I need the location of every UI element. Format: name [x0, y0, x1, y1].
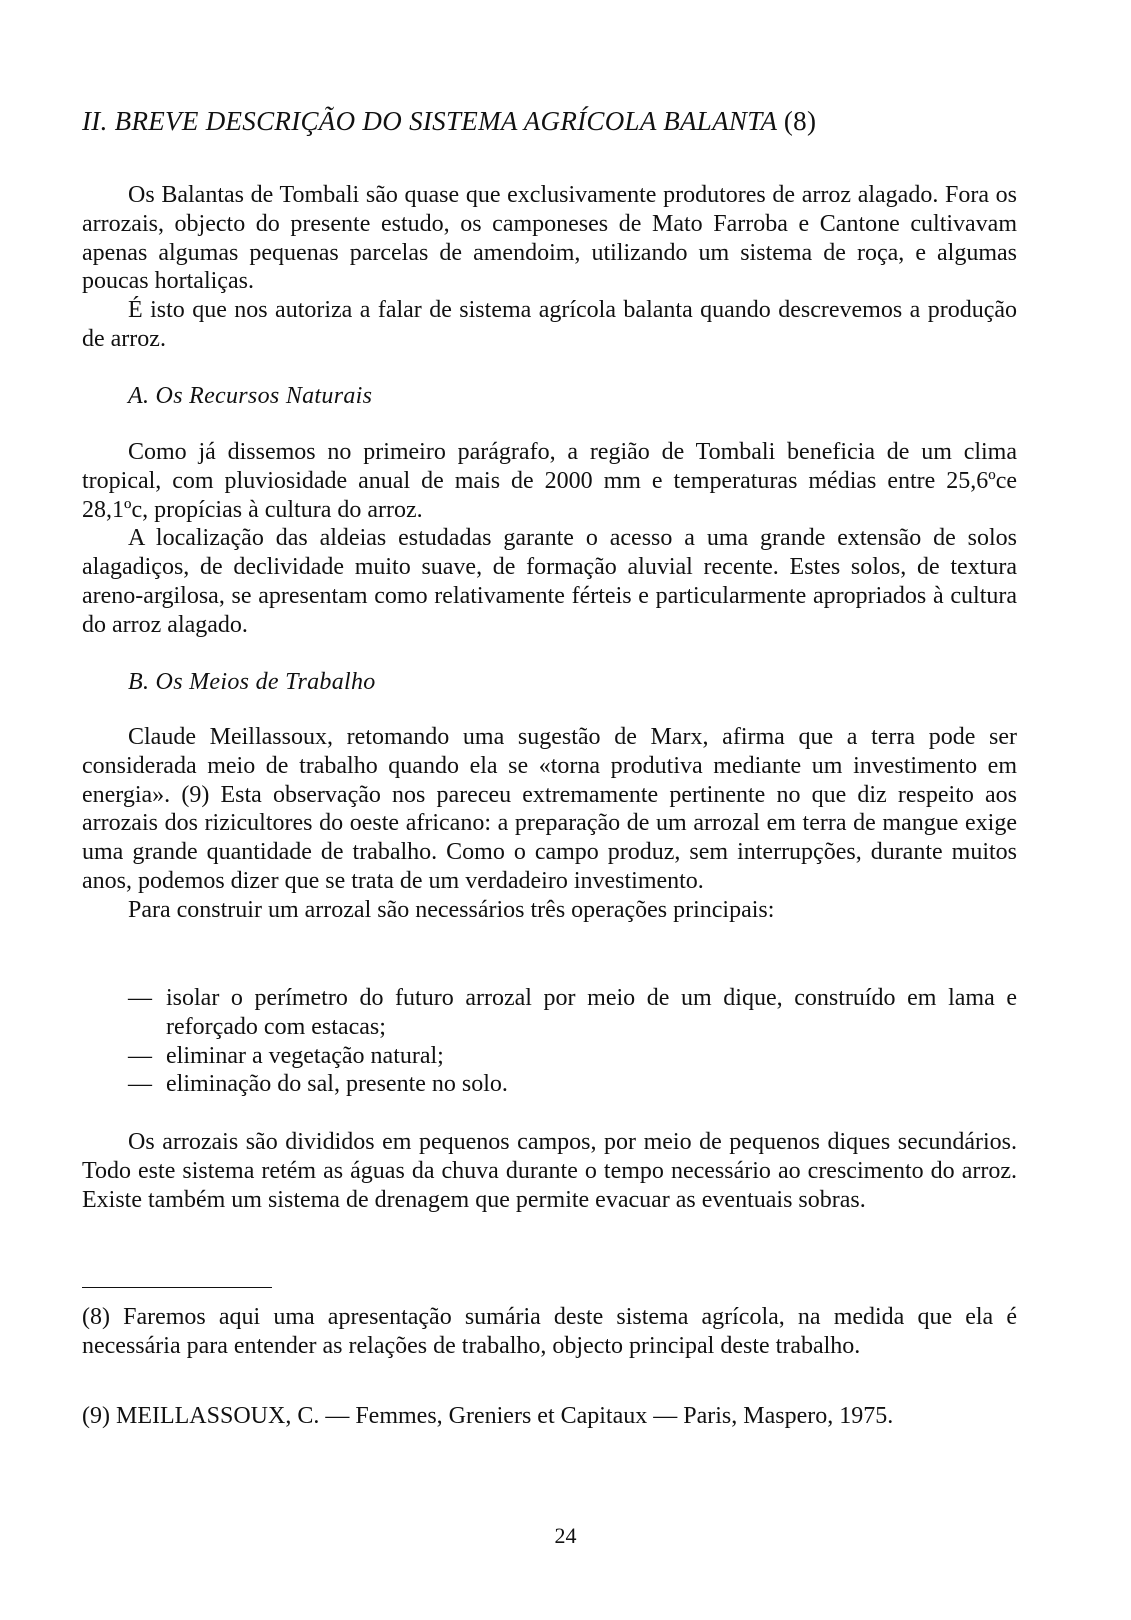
footnote-9-text: (9) MEILLASSOUX, C. — Femmes, Greniers et Capitaux — Paris, Maspero, 1975. [82, 1403, 894, 1429]
closing-paragraph: Os arrozais são divididos em pequenos campos, por meio de pequenos diques secundários. Todo este sistema retém as águas da chuva durante o tempo necessário ao crescimento do arroz. Existe também um sistema de drenagem que permite evacuar as eventuais sobras. [82, 1129, 1017, 1213]
intro-paragraph-1: Os Balantas de Tombali são quase que exclusivamente produtores de arroz alagado. Fora os arrozais, objecto do presente estudo, os camponeses de Mato Farroba e Cantone cultivavam apenas algumas pequenas parcelas de amendoim, utilizando um sistema de roça, e algumas poucas hortaliças. [82, 182, 1017, 295]
closing-section [82, 1128, 1017, 1214]
list-item [82, 1042, 1017, 1071]
section-b-paragraph-1: Claude Meillassoux, retomando uma sugestão de Marx, afirma que a terra pode ser considerada meio de trabalho quando ela se «torna produtiva mediante um investimento em energia». (9) Esta observação nos pareceu extremamente pertinente no que diz respeito aos arrozais dos rizicultores do oeste africano: a preparação de um arrozal em terra de mangue exige uma grande quantidade de trabalho. Como o campo produz, sem interrupções, durante muitos anos, podemos dizer que se trata de um verdadeiro investimento. [82, 724, 1017, 894]
list-dash: — [128, 1071, 152, 1098]
title-footnote-ref: (8) [783, 106, 817, 136]
section-a-body [82, 438, 1017, 640]
chapter-title [82, 106, 816, 137]
section-a-heading-wrap [82, 382, 1017, 410]
section-b-heading: B. Os Meios de Trabalho [128, 669, 376, 695]
list-item-text: eliminar a vegetação natural; [166, 1042, 444, 1069]
section-b-body [82, 723, 1017, 925]
footnote-8-text: (8) Faremos aqui uma apresentação sumária deste sistema agrícola, na medida que ela é necessária para entender as relações de trabalho, objecto principal deste trabalho. [82, 1304, 1017, 1359]
chapter-title-text: II. BREVE DESCRIÇÃO DO SISTEMA AGRÍCOLA BALANTA [82, 106, 777, 136]
section-b-heading-wrap [82, 668, 1017, 696]
page-number: 24 [554, 1523, 577, 1548]
section-a-paragraph-2: A localização das aldeias estudadas garante o acesso a uma grande extensão de solos alagadiços, de declividade muito suave, de formação aluvial recente. Estes solos, de textura areno-argilosa, se apresentam como relativamente férteis e particularmente apropriados à cultura do arroz alagado. [82, 525, 1017, 638]
list-dash: — [128, 985, 152, 1011]
list-item-text: isolar o perímetro do futuro arrozal por meio de um dique, construído em lama e reforçado com estacas; [166, 985, 1017, 1040]
section-a-heading: A. Os Recursos Naturais [128, 383, 373, 409]
footnote-9 [82, 1402, 1017, 1431]
footnote-8 [82, 1303, 1017, 1361]
list-item [82, 1070, 1017, 1099]
footnote-divider [82, 1287, 272, 1288]
section-b-paragraph-2: Para construir um arrozal são necessários três operações principais: [128, 896, 775, 923]
list-dash: — [128, 1042, 152, 1069]
intro-paragraph-2: É isto que nos autoriza a falar de sistema agrícola balanta quando descrevemos a produção de arroz. [82, 297, 1017, 352]
list-item-text: eliminação do sal, presente no solo. [166, 1071, 508, 1098]
section-a-paragraph-1: Como já dissemos no primeiro parágrafo, a região de Tombali beneficia de um clima tropical, com pluviosidade anual de mais de 2000 mm e temperaturas médias entre 25,6ºce 28,1ºc, propícias à cultura do arroz. [82, 439, 1017, 523]
operations-list [82, 984, 1017, 1099]
intro-section [82, 181, 1017, 354]
list-item [82, 984, 1017, 1042]
